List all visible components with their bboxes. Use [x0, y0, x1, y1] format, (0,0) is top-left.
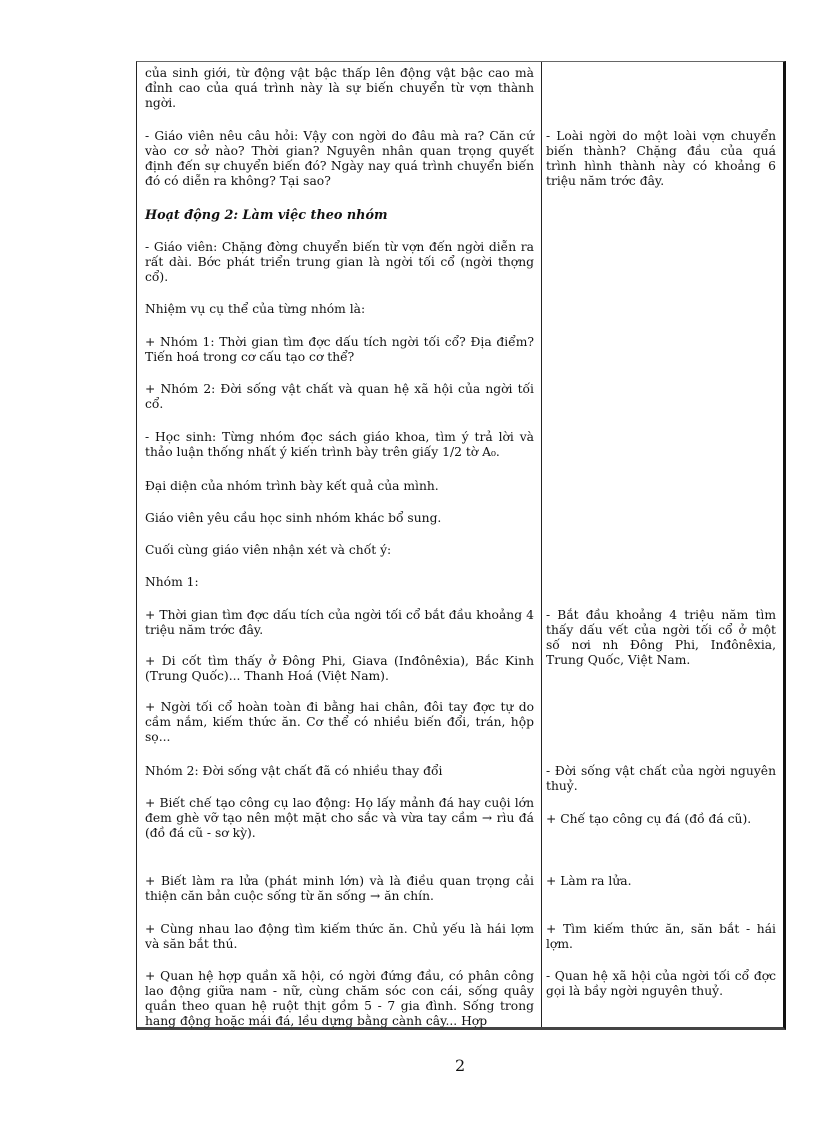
- left-paragraph: + Biết chế tạo công cụ lao động: Họ lấy mảnh đá hay cuội lớn đem ghè vỡ tạo nên một mặt cho sắc và vừa tay cầm → rìu đá (đồ đá cũ - sơ kỳ).: [145, 796, 534, 840]
- right-paragraph: - Quan hệ xã hội của ngời tối cổ đợc gọi là bầy ngời nguyên thuỷ.: [546, 969, 776, 998]
- left-paragraph: Nhóm 1:: [145, 575, 199, 589]
- right-paragraph: + Làm ra lửa.: [546, 874, 632, 888]
- left-paragraph: + Quan hệ hợp quần xã hội, có ngời đứng đầu, có phân công lao động giữa nam - nữ, cùng chăm sóc con cái, sống quây quần theo quan hệ ruột thịt gồm 5 - 7 gia đình. Sống trong hang động hoặc mái đá, lều dựng bằng cành cây... Hợp: [145, 969, 534, 1028]
- column-divider: [541, 62, 542, 1027]
- left-paragraph: Nhiệm vụ cụ thể của từng nhóm là:: [145, 302, 366, 316]
- left-paragraph: - Giáo viên nêu câu hỏi: Vậy con ngời do đâu mà ra? Căn cứ vào cơ sở nào? Thời gian? Nguyên nhân quan trọng quyết định đến sự chuyển biến đó? Ngày nay quá trình chuyển biến đó có diễn ra không? Tại sao?: [145, 129, 534, 188]
- left-paragraph: + Nhóm 1: Thời gian tìm đợc dấu tích ngời tối cổ? Địa điểm? Tiến hoá trong cơ cấu tạo cơ thể?: [145, 335, 534, 364]
- left-paragraph: Cuối cùng giáo viên nhận xét và chốt ý:: [145, 543, 392, 557]
- left-paragraph: Nhóm 2: Đời sống vật chất đã có nhiều thay đổi: [145, 764, 443, 778]
- left-paragraph: + Cùng nhau lao động tìm kiếm thức ăn. Chủ yếu là hái lợm và săn bắt thú.: [145, 922, 534, 951]
- left-paragraph: + Thời gian tìm đợc dấu tích của ngời tối cổ bắt đầu khoảng 4 triệu năm trớc đây.: [145, 608, 534, 637]
- left-paragraph: + Nhóm 2: Đời sống vật chất và quan hệ xã hội của ngời tối cổ.: [145, 382, 534, 411]
- left-paragraph: Giáo viên yêu cầu học sinh nhóm khác bổ sung.: [145, 511, 442, 525]
- section-heading: Hoạt động 2: Làm việc theo nhóm: [145, 208, 388, 223]
- left-paragraph: + Di cốt tìm thấy ở Đông Phi, Giava (Inđônêxia), Bắc Kinh (Trung Quốc)... Thanh Hoá (Việt Nam).: [145, 654, 534, 683]
- lesson-table: [136, 61, 786, 1030]
- right-paragraph: + Chế tạo công cụ đá (đồ đá cũ).: [546, 812, 752, 826]
- right-paragraph: - Loài ngời do một loài vợn chuyển biến thành? Chặng đầu của quá trình hình thành này có khoảng 6 triệu năm trớc đây.: [546, 129, 776, 188]
- left-paragraph: + Ngời tối cổ hoàn toàn đi bằng hai chân, đôi tay đợc tự do cầm nắm, kiếm thức ăn. Cơ thể có nhiều biến đổi, trán, hộp sọ...: [145, 700, 534, 744]
- page-number: 2: [455, 1056, 466, 1075]
- left-paragraph: của sinh giới, từ động vật bậc thấp lên động vật bậc cao mà đỉnh cao của quá trình này là sự biến chuyển từ vợn thành ngời.: [145, 66, 534, 110]
- right-paragraph: + Tìm kiếm thức ăn, săn bắt - hái lợm.: [546, 922, 776, 951]
- left-paragraph: - Giáo viên: Chặng đờng chuyển biến từ vợn đến ngời diễn ra rất dài. Bớc phát triển trung gian là ngời tối cổ (ngời thợng cổ).: [145, 240, 534, 284]
- right-paragraph: - Đời sống vật chất của ngời nguyên thuỷ.: [546, 764, 776, 793]
- left-paragraph: - Học sinh: Từng nhóm đọc sách giáo khoa, tìm ý trả lời và thảo luận thống nhất ý kiến trình bày trên giấy 1/2 tờ A₀.: [145, 430, 534, 459]
- left-paragraph: + Biết làm ra lửa (phát minh lớn) và là điều quan trọng cải thiện căn bản cuộc sống từ ăn sống → ăn chín.: [145, 874, 534, 903]
- right-paragraph: - Bắt đầu khoảng 4 triệu năm tìm thấy dấu vết của ngời tối cổ ở một số nơi nh Đông Phi, Inđônêxia, Trung Quốc, Việt Nam.: [546, 608, 776, 667]
- left-paragraph: Đại diện của nhóm trình bày kết quả của mình.: [145, 479, 439, 493]
